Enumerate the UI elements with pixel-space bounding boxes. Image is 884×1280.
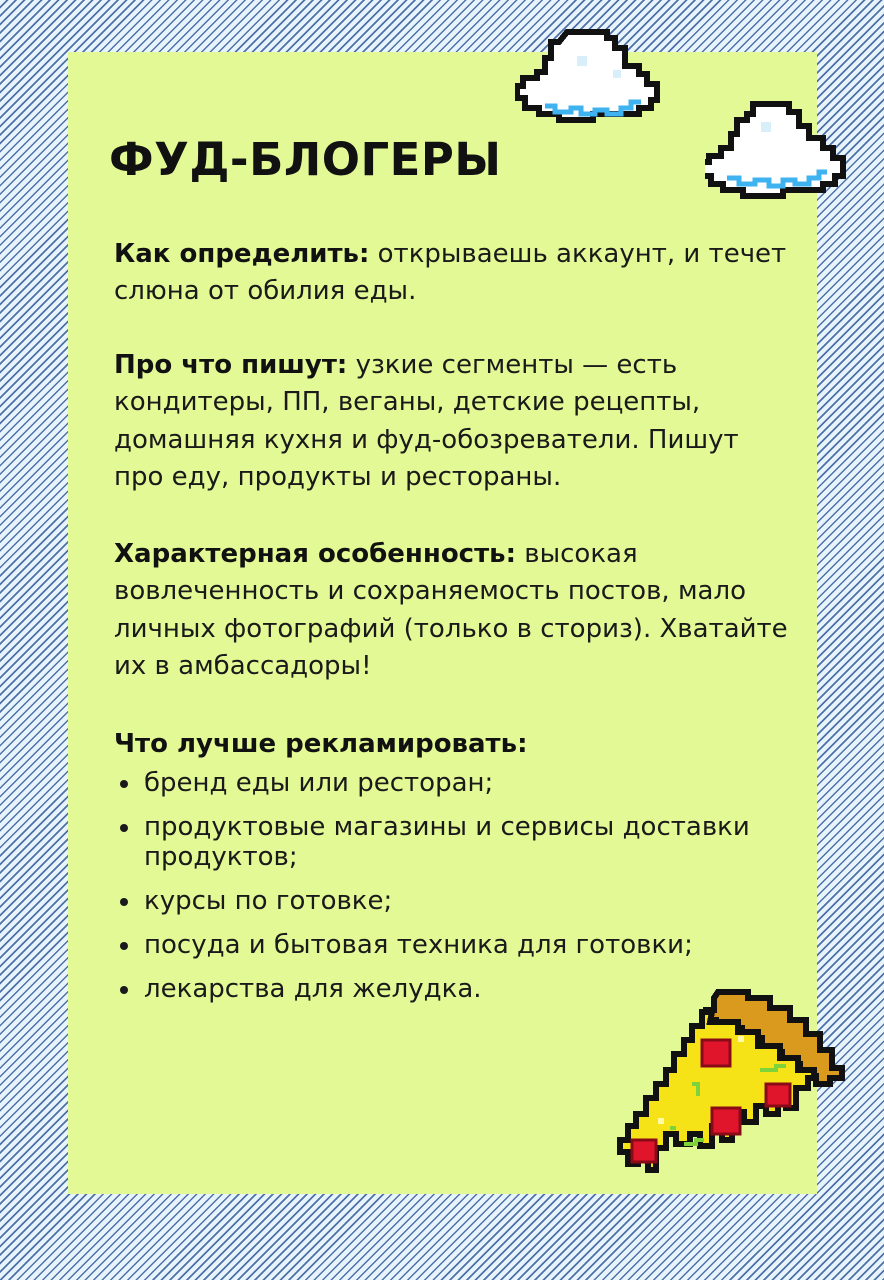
pizza-slice-icon (588, 988, 878, 1238)
list-item-text: продуктовые магазины и сервисы доставки продуктов; (144, 812, 750, 872)
list-item-text: лекарства для желудка. (144, 974, 482, 1004)
section-feature (114, 536, 794, 686)
bullet-icon (120, 824, 128, 832)
advertise-heading: Что лучше рекламировать: (114, 729, 528, 759)
cloud-icon (515, 26, 675, 136)
section-topics (114, 347, 794, 497)
bullet-icon (120, 986, 128, 994)
section-label: Как определить: (114, 239, 370, 269)
section-label: Характерная особенность: (114, 539, 516, 569)
bullet-icon (120, 780, 128, 788)
list-item-text: бренд еды или ресторан; (144, 768, 494, 798)
page-title: ФУД-БЛОГЕРЫ (109, 133, 502, 186)
section-text: открываешь аккаунт, и течет слюна от обилия еды. (114, 239, 787, 307)
list-item (114, 886, 774, 916)
list-item-text: курсы по готовке; (144, 886, 393, 916)
list-item (114, 768, 774, 798)
list-item-text: посуда и бытовая техника для готовки; (144, 930, 693, 960)
section-text: узкие сегменты — есть кондитеры, ПП, веганы, детские рецепты, домашняя кухня и фуд-обозреватели. Пишут про еду, продукты и рестораны. (114, 350, 739, 493)
advertise-list (114, 768, 774, 1018)
bullet-icon (120, 942, 128, 950)
list-item (114, 930, 774, 960)
section-identify (114, 236, 794, 311)
section-label: Про что пишут: (114, 350, 348, 380)
list-item (114, 812, 774, 872)
bullet-icon (120, 898, 128, 906)
cloud-icon (705, 98, 855, 210)
section-text: высокая вовлеченность и сохраняемость постов, мало личных фотографий (только в сториз). Хватайте их в амбассадоры! (114, 539, 788, 682)
